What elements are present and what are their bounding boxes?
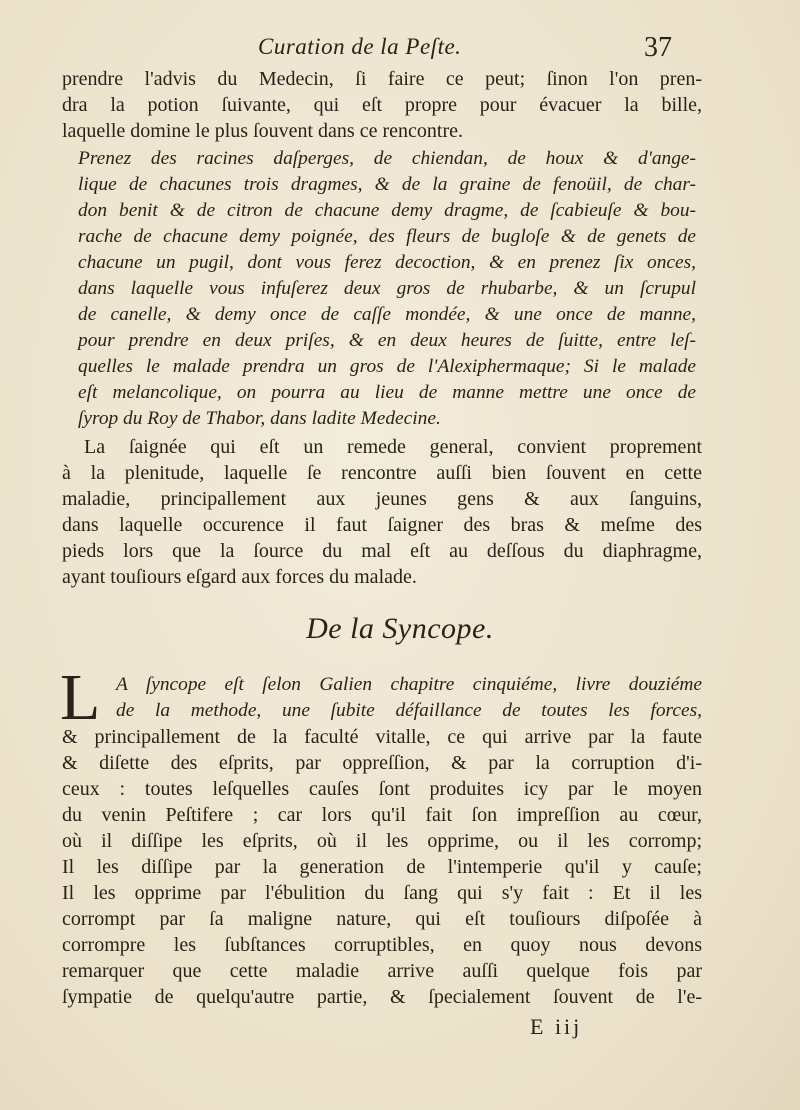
recipe-line: rache de chacune demy poignée, des fleurs de bugloſe & de genets de: [78, 226, 696, 247]
section-title: De la Syncope.: [306, 612, 494, 645]
signature-mark: E iij: [530, 1014, 583, 1039]
text-line: laquelle domine le plus ſouvent dans ce rencontre.: [62, 120, 463, 142]
text-block-top: [62, 66, 702, 144]
recipe-line: don benit & de citron de chacune demy dragme, de ſcabieuſe & bou-: [78, 200, 696, 221]
text-line: corrompt par ſa maligne nature, qui eſt touſiours diſpoſée à: [62, 908, 702, 930]
drop-cap: L: [60, 661, 101, 734]
text-line: Il les opprime par l'ébulition du ſang qui s'y fait : Et il les: [62, 882, 702, 904]
paragraph-syncope-first: [116, 672, 702, 724]
recipe-line: chacune un pugil, dont vous ferez decoction, & en prenez ſix onces,: [78, 252, 696, 273]
page-number: 37: [644, 32, 672, 63]
text-line: maladie, principallement aux jeunes gens & aux ſanguins,: [62, 488, 702, 510]
text-line: où il diſſipe les eſprits, où il les opprime, ou il les corromp;: [62, 830, 702, 852]
recipe-line: dans laquelle vous infuſerez deux gros de rhubarbe, & un ſcrupul: [78, 278, 696, 299]
page-header: [0, 30, 800, 64]
paragraph-syncope: [62, 724, 702, 1010]
recipe-line: eſt melancolique, on pourra au lieu de manne mettre une once de: [78, 382, 696, 403]
running-title: Curation de la Peſte.: [258, 34, 462, 59]
text-line: à la plenitude, laquelle ſe rencontre auſſi bien ſouvent en cette: [62, 462, 702, 484]
recipe-line: quelles le malade prendra un gros de l'Alexiphermaque; Si le malade: [78, 356, 696, 377]
text-line: La ſaignée qui eſt un remede general, convient proprement: [84, 436, 702, 458]
text-line: du venin Peſtifere ; car lors qu'il fait ſon impreſſion au cœur,: [62, 804, 702, 826]
recipe-line: de canelle, & demy once de caſſe mondée, & une once de manne,: [78, 304, 696, 325]
recipe-line: lique de chacunes trois dragmes, & de la graine de fenoüil, de char-: [78, 174, 696, 195]
text-line: & diſette des eſprits, par oppreſſion, & par la corruption d'i-: [62, 752, 702, 774]
recipe-line: pour prendre en deux priſes, & en deux heures de ſuitte, entre leſ-: [78, 330, 696, 351]
text-line: Il les diſſipe par la generation de l'intemperie qu'il y cauſe;: [62, 856, 702, 878]
recipe-block: [78, 146, 696, 432]
paragraph-saignee: [62, 434, 702, 590]
text-line: dra la potion ſuivante, qui eſt propre pour évacuer la bille,: [62, 94, 702, 116]
text-line: ceux : toutes leſquelles cauſes ſont produites icy par le moyen: [62, 778, 702, 800]
text-line: prendre l'advis du Medecin, ſi faire ce peut; ſinon l'on pren-: [62, 68, 702, 90]
recipe-line: Prenez des racines daſperges, de chiendan, de houx & d'ange-: [78, 148, 696, 169]
text-line: remarquer que cette maladie arrive auſſi quelque fois par: [62, 960, 702, 982]
text-line: pieds lors que la ſource du mal eſt au deſſous du diaphragme,: [62, 540, 702, 562]
text-line: ſympatie de quelqu'autre partie, & ſpecialement ſouvent de l'e-: [62, 986, 702, 1008]
text-line: de la methode, une ſubite défaillance de toutes les forces,: [116, 700, 702, 721]
text-line: ayant touſiours eſgard aux forces du malade.: [62, 566, 417, 588]
text-line: & principallement de la faculté vitalle, ce qui arrive par la faute: [62, 726, 702, 748]
recipe-line: ſyrop du Roy de Thabor, dans ladite Medecine.: [78, 408, 441, 429]
text-line: A ſyncope eſt ſelon Galien chapitre cinquiéme, livre douziéme: [116, 674, 702, 695]
text-line: corrompre les ſubſtances corruptibles, en quoy nous devons: [62, 934, 702, 956]
text-line: dans laquelle occurence il faut ſaigner des bras & meſme des: [62, 514, 702, 536]
